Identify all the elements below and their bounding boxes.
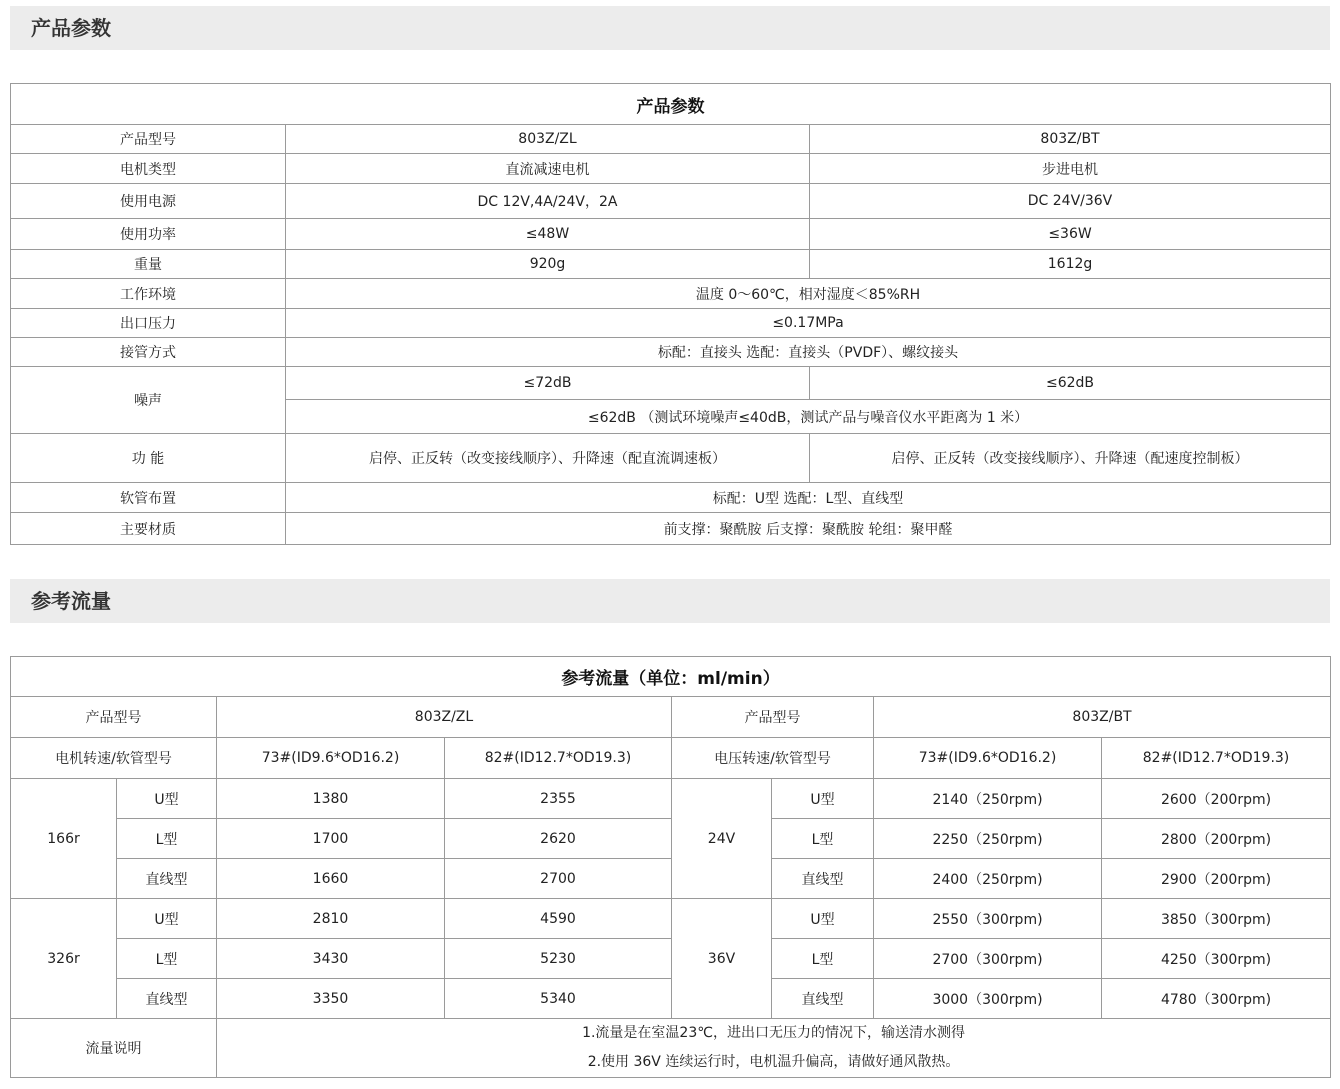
row-label-hose: 软管布置 (11, 483, 286, 513)
section-header-params (10, 6, 1330, 50)
cell-hose: 标配：U型 选配：L型、直线型 (286, 483, 1331, 513)
table-row (11, 859, 1331, 899)
cell-weight-a: 920g (286, 250, 810, 279)
table-row (11, 657, 1331, 697)
table-row (11, 899, 1331, 939)
cell-function-b: 启停、正反转（改变接线顺序）、升降速（配速度控制板） (810, 434, 1331, 483)
cell-connect: 标配：直接头 选配：直接头（PVDF）、螺纹接头 (286, 338, 1331, 367)
note-line-2: 2.使用 36V 连续运行时，电机温升偏高，请做好通风散热。 (587, 1054, 960, 1070)
flow-value: 1660 (217, 859, 445, 899)
table-row (11, 1019, 1331, 1078)
table-row (11, 738, 1331, 779)
cell-wattage-a: ≤48W (286, 219, 810, 250)
hose-82-header-b: 82#(ID12.7*OD19.3) (1102, 738, 1331, 779)
cell-function-a: 启停、正反转（改变接线顺序）、升降速（配直流调速板） (286, 434, 810, 483)
flow-value: 5230 (445, 939, 672, 979)
cell-pressure: ≤0.17MPa (286, 309, 1331, 338)
hose-type-a: 直线型 (117, 859, 217, 899)
flow-value: 2400（250rpm) (874, 859, 1102, 899)
flow-value: 2800（200rpm) (1102, 819, 1331, 859)
flow-model-b: 803Z/BT (874, 697, 1331, 738)
hose-type-b: U型 (772, 899, 874, 939)
hose-type-a: L型 (117, 819, 217, 859)
flow-value: 2700（300rpm) (874, 939, 1102, 979)
hose-73-header-b: 73#(ID9.6*OD16.2) (874, 738, 1102, 779)
cell-env: 温度 0～60℃，相对湿度＜85%RH (286, 279, 1331, 309)
flow-model-a: 803Z/ZL (217, 697, 672, 738)
flow-model-label-a: 产品型号 (11, 697, 217, 738)
hose-82-header-a: 82#(ID12.7*OD19.3) (445, 738, 672, 779)
flow-value: 5340 (445, 979, 672, 1019)
row-label-wattage: 使用功率 (11, 219, 286, 250)
row-label-material: 主要材质 (11, 513, 286, 545)
cell-noise-a: ≤72dB (286, 367, 810, 400)
flow-value: 1380 (217, 779, 445, 819)
row-label-model: 产品型号 (11, 125, 286, 154)
table-row (11, 697, 1331, 738)
table-row (11, 184, 1331, 219)
notes-label: 流量说明 (11, 1019, 217, 1078)
flow-value: 3350 (217, 979, 445, 1019)
flow-model-label-b: 产品型号 (672, 697, 874, 738)
table-row (11, 779, 1331, 819)
table-row (11, 979, 1331, 1019)
hose-type-b: L型 (772, 819, 874, 859)
note-line-1: 1.流量是在室温23℃，进出口无压力的情况下，输送清水测得 (582, 1025, 965, 1041)
cell-noise-b: ≤62dB (810, 367, 1331, 400)
flow-table-title: 参考流量（单位：ml/min） (11, 657, 1331, 697)
table-row (11, 219, 1331, 250)
row-label-connect: 接管方式 (11, 338, 286, 367)
flow-value: 3000（300rpm) (874, 979, 1102, 1019)
table-row (11, 309, 1331, 338)
speed-cell: 326r (11, 899, 117, 1019)
table-row (11, 367, 1331, 400)
flow-value: 3850（300rpm) (1102, 899, 1331, 939)
hose-type-b: L型 (772, 939, 874, 979)
flow-value: 4780（300rpm) (1102, 979, 1331, 1019)
hose-73-header-a: 73#(ID9.6*OD16.2) (217, 738, 445, 779)
table-row (11, 154, 1331, 184)
cell-motor-b: 步进电机 (810, 154, 1331, 184)
row-label-env: 工作环境 (11, 279, 286, 309)
table-row (11, 939, 1331, 979)
cell-weight-b: 1612g (810, 250, 1331, 279)
params-table-title: 产品参数 (11, 84, 1331, 125)
section-title-params: 产品参数 (31, 16, 111, 40)
voltage-cell: 24V (672, 779, 772, 899)
speed-cell: 166r (11, 779, 117, 899)
flow-table (10, 656, 1331, 1078)
voltage-hose-label: 电压转速/软管型号 (672, 738, 874, 779)
hose-type-a: 直线型 (117, 979, 217, 1019)
cell-model-b: 803Z/BT (810, 125, 1331, 154)
flow-value: 4250（300rpm) (1102, 939, 1331, 979)
cell-power-b: DC 24V/36V (810, 184, 1331, 219)
hose-type-a: U型 (117, 899, 217, 939)
flow-value: 2810 (217, 899, 445, 939)
row-label-weight: 重量 (11, 250, 286, 279)
hose-type-b: 直线型 (772, 859, 874, 899)
hose-type-b: U型 (772, 779, 874, 819)
row-label-function: 功 能 (11, 434, 286, 483)
flow-value: 2250（250rpm) (874, 819, 1102, 859)
flow-value: 2550（300rpm) (874, 899, 1102, 939)
speed-hose-label: 电机转速/软管型号 (11, 738, 217, 779)
table-row (11, 250, 1331, 279)
row-label-pressure: 出口压力 (11, 309, 286, 338)
row-label-power: 使用电源 (11, 184, 286, 219)
flow-value: 2140（250rpm) (874, 779, 1102, 819)
hose-type-b: 直线型 (772, 979, 874, 1019)
cell-power-a: DC 12V,4A/24V，2A (286, 184, 810, 219)
notes-cell (217, 1019, 1331, 1078)
cell-model-a: 803Z/ZL (286, 125, 810, 154)
cell-motor-a: 直流减速电机 (286, 154, 810, 184)
flow-value: 4590 (445, 899, 672, 939)
flow-value: 3430 (217, 939, 445, 979)
section-title-flow: 参考流量 (31, 589, 111, 613)
flow-value: 1700 (217, 819, 445, 859)
table-row (11, 84, 1331, 125)
table-row (11, 513, 1331, 545)
cell-wattage-b: ≤36W (810, 219, 1331, 250)
cell-material: 前支撑：聚酰胺 后支撑：聚酰胺 轮组：聚甲醛 (286, 513, 1331, 545)
section-header-flow (10, 579, 1330, 623)
table-row (11, 434, 1331, 483)
hose-type-a: U型 (117, 779, 217, 819)
cell-noise-note: ≤62dB （测试环境噪声≤40dB，测试产品与噪音仪水平距离为 1 米） (286, 400, 1331, 434)
row-label-noise: 噪声 (11, 367, 286, 434)
flow-value: 2620 (445, 819, 672, 859)
table-row (11, 125, 1331, 154)
flow-value: 2900（200rpm) (1102, 859, 1331, 899)
row-label-motor: 电机类型 (11, 154, 286, 184)
voltage-cell: 36V (672, 899, 772, 1019)
flow-value: 2355 (445, 779, 672, 819)
table-row (11, 279, 1331, 309)
hose-type-a: L型 (117, 939, 217, 979)
flow-value: 2600（200rpm) (1102, 779, 1331, 819)
table-row (11, 483, 1331, 513)
flow-value: 2700 (445, 859, 672, 899)
table-row (11, 338, 1331, 367)
table-row (11, 819, 1331, 859)
params-table (10, 83, 1331, 545)
